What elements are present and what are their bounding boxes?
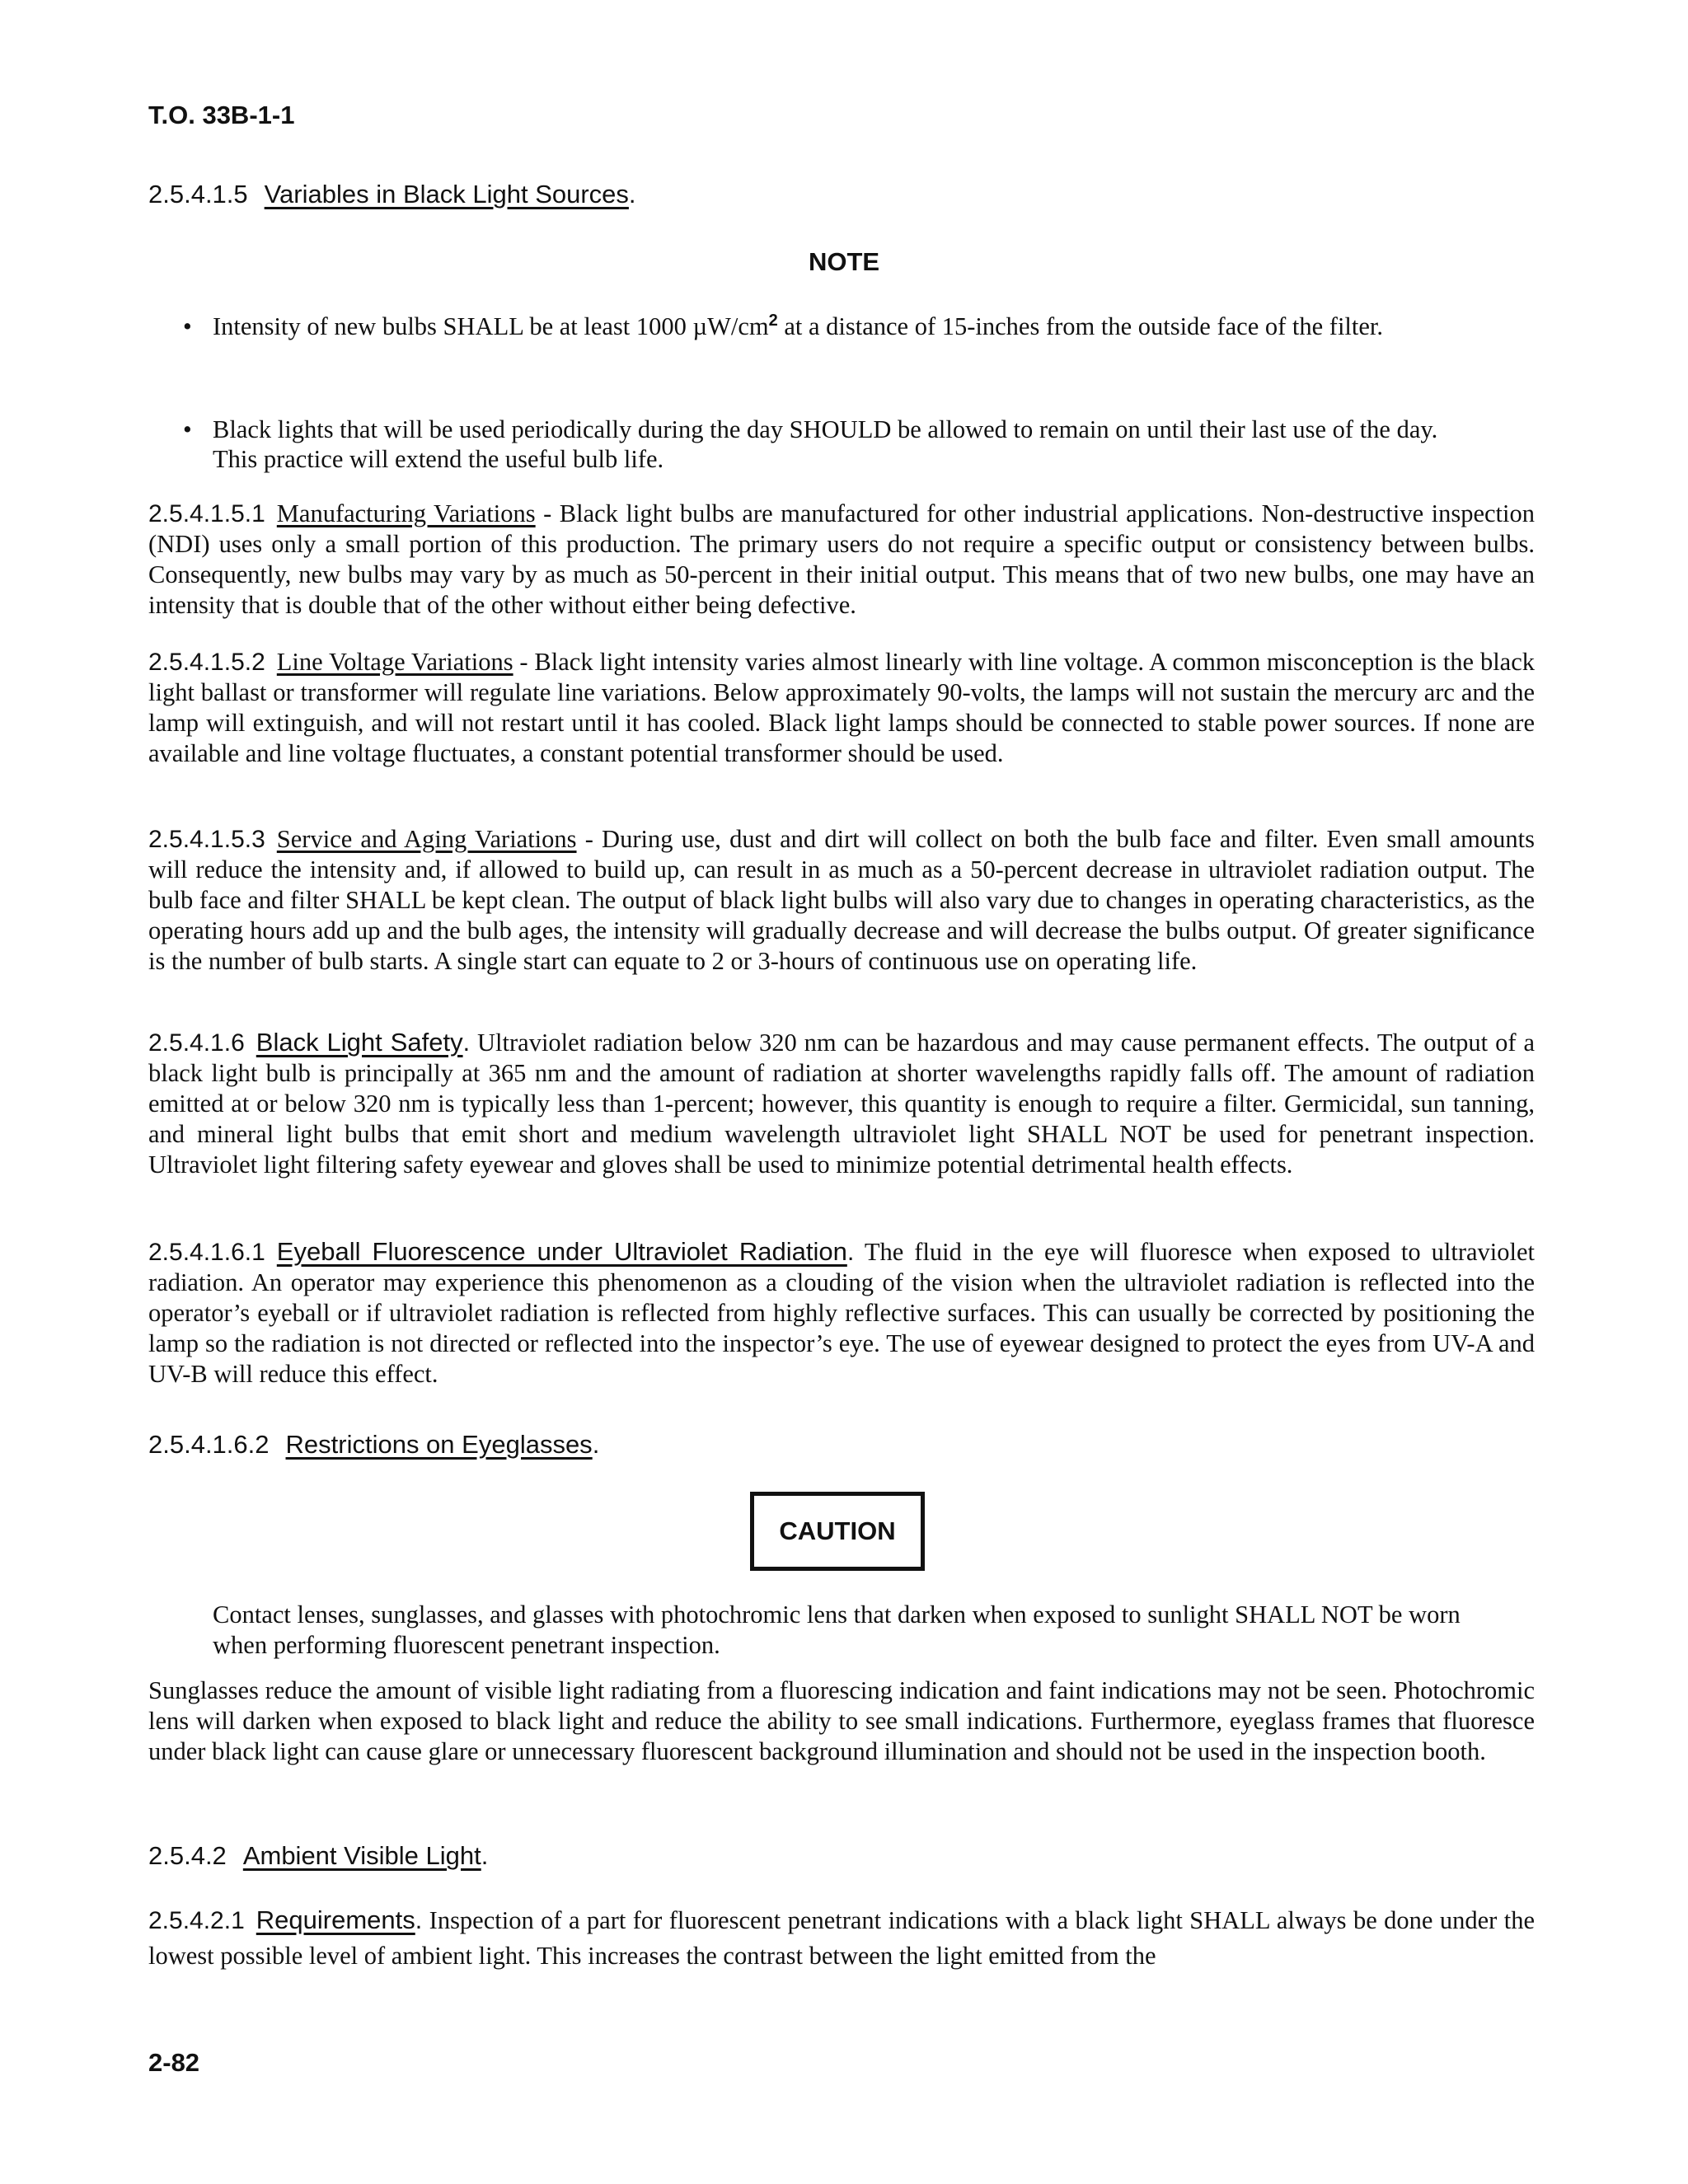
- section-heading-2-5-4-1-6-2: [148, 1428, 1535, 1461]
- caution-label: CAUTION: [779, 1516, 896, 1545]
- section-punct: .: [592, 1430, 600, 1459]
- section-title: Ambient Visible Light: [242, 1841, 481, 1870]
- paragraph-eyeglasses: Sunglasses reduce the amount of visible light radiating from a fluorescing indication and faint indications may not be seen. Photochromic lens will darken when exposed to black light and reduce the ability to see small indications. Furthermore, eyeglass frames that fluoresce under black light can cause glare or unnecessary fluorescent background illumination and should not be used in the inspection booth.: [148, 1676, 1535, 1765]
- note-label: NOTE: [808, 247, 880, 276]
- section-number: 2.5.4.1.6.2: [148, 1430, 270, 1459]
- section-heading-2-5-4-1-5: [148, 178, 1535, 211]
- section-number: 2.5.4.1.5.3: [148, 826, 265, 853]
- document-header: T.O. 33B-1-1: [148, 101, 295, 129]
- section-punct: .: [481, 1841, 489, 1870]
- section-number: 2.5.4.1.5.1: [148, 500, 265, 527]
- section-number: 2.5.4.2: [148, 1841, 227, 1870]
- section-title: Variables in Black Light Sources: [264, 180, 629, 209]
- section-title: Black Light Safety: [256, 1028, 463, 1057]
- paragraph-body: - During use, dust and dirt will collect on both the bulb face and filter. Even small amounts will reduce the intensity and, if allowed to build up, can result in as much as a 50-percent decrease in ultraviolet radiation output. The bulb face and filter SHALL be kept clean. The output of black light bulbs will also vary due to changes in operating characteristics, as the operating hours add up and the bulb ages, the intensity will gradually decrease and will decrease the bulbs output. Of greater significance is the number of bulb starts. A single start can equate to 2 or 3-hours of continuous use on operating life.: [148, 825, 1535, 975]
- bullet-icon: •: [183, 415, 192, 443]
- paragraph-2-5-4-1-5-2: [148, 647, 1535, 769]
- paragraph-2-5-4-2-1: [148, 1903, 1535, 1973]
- section-punct: .: [846, 1238, 855, 1266]
- paragraph-body: The fluid in the eye will fluoresce when exposed to ultraviolet radiation. An operator may experience this phenomenon as a clouding of the vision when the ultraviolet radiation is reflected into the operator’s eyeball or if ultraviolet radiation is reflected from highly reflective surfaces. This can usually be corrected by positioning the lamp so the radiation is not directed or reflected into the inspector’s eye. The use of eyewear designed to protect the eyes from UV-A and UV-B will reduce this effect.: [148, 1238, 1535, 1388]
- paragraph-body: Inspection of a part for fluorescent penetrant indications with a black light SHALL always be done under the lowest possible level of ambient light. This increases the contrast between the light emitted from the: [148, 1906, 1535, 1970]
- paragraph-2-5-4-1-6-1: [148, 1236, 1535, 1390]
- paragraph-body: - Black light intensity varies almost linearly with line voltage. A common misconception is the black light ballast or transformer will regulate line variations. Below approximately 90-volts, the lamps will not sustain the mercury arc and the lamp will extinguish, and will not restart until it has cooled. Black light lamps should be connected to stable power sources. If none are available and line voltage fluctuates, a constant potential transformer should be used.: [148, 648, 1535, 767]
- section-heading-2-5-4-2: [148, 1840, 1535, 1872]
- caution-text: Contact lenses, sunglasses, and glasses with photochromic lens that darken when exposed to sunlight SHALL NOT be worn when performing fluorescent penetrant inspection.: [213, 1601, 1461, 1659]
- section-punct: .: [628, 180, 636, 209]
- section-title: Requirements: [256, 1905, 415, 1934]
- section-number: 2.5.4.1.5.2: [148, 649, 265, 676]
- section-title: Restrictions on Eyeglasses: [285, 1430, 593, 1459]
- paragraph-body: Ultraviolet radiation below 320 nm can be hazardous and may cause permanent effects. The output of a black light bulb is principally at 365 nm and the amount of radiation at shorter wavelengths rapidly falls off. The amount of radiation emitted at or below 320 nm is typically less than 1-percent; however, this quantity is enough to require a filter. Germicidal, sun tanning, and mineral light bulbs that emit short and medium wavelength ultraviolet light SHALL NOT be used for penetrant inspection. Ultraviolet light filtering safety eyewear and gloves shall be used to minimize potential detrimental health effects.: [148, 1029, 1536, 1179]
- section-title: Service and Aging Variations: [276, 825, 577, 853]
- paragraph-2-5-4-1-6: [148, 1027, 1535, 1180]
- section-title: Line Voltage Variations: [276, 648, 513, 676]
- caution-box: [750, 1492, 925, 1571]
- note-bullet-text: Intensity of new bulbs SHALL be at least 1000 µW/cm: [213, 312, 769, 340]
- superscript: 2: [768, 311, 778, 330]
- bullet-icon: •: [183, 312, 192, 340]
- section-title: Manufacturing Variations: [276, 499, 536, 527]
- note-bullet-1: [183, 311, 1474, 341]
- section-number: 2.5.4.2.1: [148, 1907, 245, 1934]
- section-number: 2.5.4.1.5: [148, 180, 248, 209]
- note-bullet-text: at a distance of 15-inches from the outside face of the filter.: [777, 312, 1383, 340]
- paragraph-2-5-4-1-5-1: [148, 499, 1535, 621]
- paragraph-body: - Black light bulbs are manufactured for other industrial applications. Non-destructive inspection (NDI) uses only a small portion of this production. The primary users do not require a specific output or consistency between bulbs. Consequently, new bulbs may vary by as much as 50-percent in their initial output. This means that of two new bulbs, one may have an intensity that is double that of the other without either being defective.: [148, 499, 1535, 619]
- page-number: 2-82: [148, 2048, 200, 2077]
- section-punct: .: [415, 1906, 423, 1934]
- section-title: Eyeball Fluorescence under Ultraviolet Radiation: [276, 1237, 847, 1266]
- section-number: 2.5.4.1.6: [148, 1029, 245, 1057]
- note-bullet-2: [183, 415, 1474, 474]
- section-number: 2.5.4.1.6.1: [148, 1239, 265, 1266]
- section-punct: .: [462, 1029, 471, 1057]
- note-bullet-text: Black lights that will be used periodically during the day SHOULD be allowed to remain on until their last use of the day. This practice will extend the useful bulb life.: [213, 415, 1438, 473]
- paragraph-2-5-4-1-5-3: [148, 824, 1535, 977]
